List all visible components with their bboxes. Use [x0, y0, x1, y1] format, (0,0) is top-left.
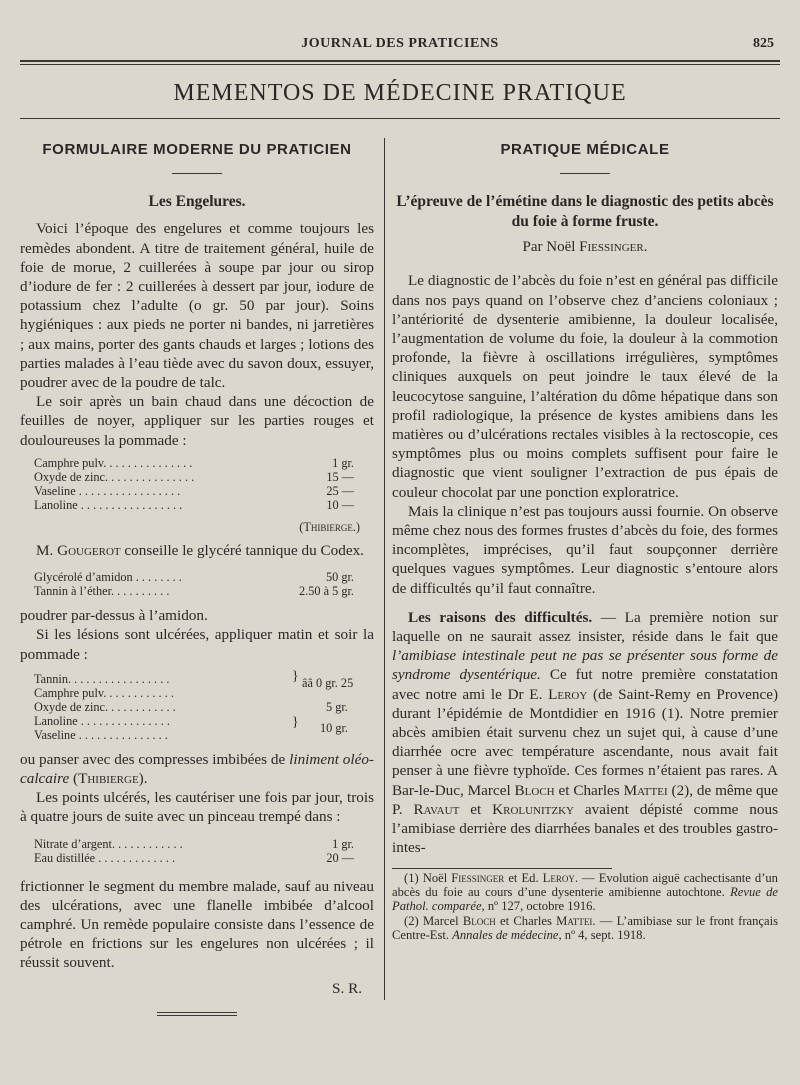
byline: Par Noël Fiessinger.	[522, 239, 648, 256]
paragraph-amidon: poudrer par-dessus à l’amidon.	[20, 607, 208, 625]
prescription-row: Tannin à l’éther. . . . . . . . . . 2.50 à 5 gr.	[34, 584, 354, 599]
prescription-glycere	[34, 570, 354, 598]
column-divider	[384, 138, 385, 1000]
brace-mark: }	[292, 714, 299, 730]
header-rule	[20, 60, 780, 62]
article-title: L’épreuve de l’émétine dans le diagnostic des petits abcès du foie à forme fruste.	[396, 193, 774, 231]
signature: S. R.	[332, 979, 362, 997]
prescription-row: Vaseline . . . . . . . . . . . . . . . . . 25 —	[34, 483, 354, 498]
prescription-row: Lanoline . . . . . . . . . . . . . . . . . 10 —	[34, 497, 354, 512]
brace-mark: }	[292, 668, 299, 684]
section-heading-formulaire: FORMULAIRE MODERNE DU PRATICIEN	[42, 141, 352, 158]
paragraph-cauterize: Les points ulcérés, les cautériser une fois par jour, trois à quatre jours de suite avec un pinceau trempé dans :	[20, 789, 374, 826]
header-rule-thin	[20, 64, 780, 65]
paragraph-gougerot: M. Gougerot conseille le glycéré tannique du Codex.	[36, 542, 364, 560]
end-rule	[157, 1012, 237, 1013]
footnote-1: (1) Noël Fiessinger et Ed. Leroy. — Evolution aiguë cachectisante d’un abcès du foie au cours d’une dysenterie amibienne autochtone. Revue de Pathol. comparée, nº 127, octobre 1916.	[392, 870, 779, 914]
running-header	[20, 36, 780, 60]
prescription-row: Camphre pulv. . . . . . . . . . . . . . . 1 gr.	[34, 455, 354, 470]
paragraph-general-treatment: Voici l’époque des engelures et comme toujours les remèdes abondent. A titre de traitement général, huile de foie de morue, 2 cuillerées à soupe par jour ou sirop d’iodure de fer : 2 cuillerées à dessert par jour, iodure de potassium chez l’adulte (o gr. 50 par jour). Soins hygiéniques : aux pieds ne porter ni bandes, ni jarretières ; aux mains, porter des gants chauds et larges ; lotions des parties malades à l’eau tiède avec du savon doux, essuyer, poudrer avec de la poudre de talc.	[20, 220, 374, 392]
end-rule-thin	[157, 1015, 237, 1016]
paragraph-compresses: ou panser avec des compresses imbibées de liniment oléo-calcaire (Thibierge).	[20, 750, 374, 788]
prescription-row: Oxyde de zinc. . . . . . . . . . . . . . . 15 —	[34, 469, 354, 484]
prescription-source: (Thibierge.)	[299, 519, 360, 534]
paragraph-evening-bath: Le soir après un bain chaud dans une décoction de feuilles de noyer, appliquer sur les parties rouges et douloureuses la pommade :	[20, 393, 374, 449]
section-rule	[560, 173, 610, 174]
prescription-row: Glycérolé d’amidon . . . . . . . . 50 gr.	[34, 570, 354, 585]
section-heading-pratique: PRATIQUE MÉDICALE	[500, 141, 670, 158]
paragraph-ulcerated: Si les lésions sont ulcérées, appliquer matin et soir la pommade :	[20, 626, 374, 663]
page-number: 825	[753, 36, 774, 51]
prescription-ulcerated: Tannin. . . . . . . . . . . . . . . . . Camphre pulv. . . . . . . . . . . . Oxyde de zinc. . . . . . . . . . . . Lanoline . . . . . . . . . . . . . . . Vaseline . . . . . . . . . . . . . . . } } ââ 0 gr. 25 5 gr. 10 gr.	[34, 668, 354, 742]
prescription-pommade	[34, 456, 354, 512]
title-rule	[20, 118, 780, 119]
prescription-row: Eau distillée . . . . . . . . . . . . . 20 —	[34, 850, 354, 865]
paragraph-friction: frictionner le segment du membre malade, sauf au niveau des ulcérations, avec une flanelle imbibée d’alcool camphré. Un remède populaire consiste dans l’essence de pétrole en frictions sur les engelures non ulcérées ; il réussit souvent.	[20, 877, 374, 972]
paragraph-diagnosis: Le diagnostic de l’abcès du foie n’est en général pas difficile dans nos pays quand on l’observe chez d’anciens coloniaux ; l’antériorité de dysenterie amibienne, la douleur localisée, l’augmentation de volume du foie, la douleur à la commotion profonde, la fièvre à oscillations irrégulières, symptômes cliniques auxquels on peut joindre le taux élevé de la leucocytose sanguine, l’altération du dôme hépatique dans son profil radiologique, la présence de kystes amibiens dans les matières ou d’ulcérations rectales visibles à la rectoscopie, ces symptômes plus ou moins complets suffisent pour faire le diagnostic que vient souligner l’extraction de pus épais de couleur chocolat par une ponction exploratrice.	[392, 272, 778, 501]
page-title: MEMENTOS DE MÉDECINE PRATIQUE	[173, 80, 627, 106]
right-column	[392, 140, 778, 943]
left-column	[20, 140, 374, 1016]
footnote-2: (2) Marcel Bloch et Charles Mattei. — L’amibiase sur le front français Centre-Est. Annales de médecine, nº 4, sept. 1918.	[392, 913, 778, 943]
paragraph-difficulties: Les raisons des difficultés. — La première notion sur laquelle on ne saurait assez insister, réside dans le fait que l’amibiase intestinale peut ne pas se présenter sous forme de syndrome dysentérique. Ce fut notre première constatation avec notre ami le Dr E. Leroy (de Saint-Remy en Provence) durant l’épidémie de Montdidier en 1916 (1). Notre premier abcès amibien était survenu chez un sujet qui, à cause d’une diarrhée ocre avec température ascendante, nous avait fait penser à une fièvre typhoïde. Ces formes n’étaient pas rares. A Bar-le-Duc, Marcel Bloch et Charles Mattei (2), de même que P. Ravaut et Krolunitzky avaient dépisté comme nous l’amibiase derrière des diarrhées banales et des troubles gastro-intes-	[392, 608, 779, 857]
section-rule	[172, 173, 222, 174]
prescription-row: Nitrate d’argent. . . . . . . . . . . . 1 gr.	[34, 836, 354, 851]
article-subheading: Les Engelures.	[148, 193, 246, 211]
running-title: JOURNAL DES PRATICIENS	[301, 36, 499, 51]
prescription-nitrate	[34, 837, 354, 865]
paragraph-frustes: Mais la clinique n’est pas toujours aussi fournie. On observe même chez nous des formes frustes d’abcès du foie, des formes incomplètes, imprécises, qu’il faut soupçonner derrière quelques vagues symptômes. Leur diagnostic s’entoure alors de difficultés qu’il faut connaître.	[392, 502, 778, 597]
